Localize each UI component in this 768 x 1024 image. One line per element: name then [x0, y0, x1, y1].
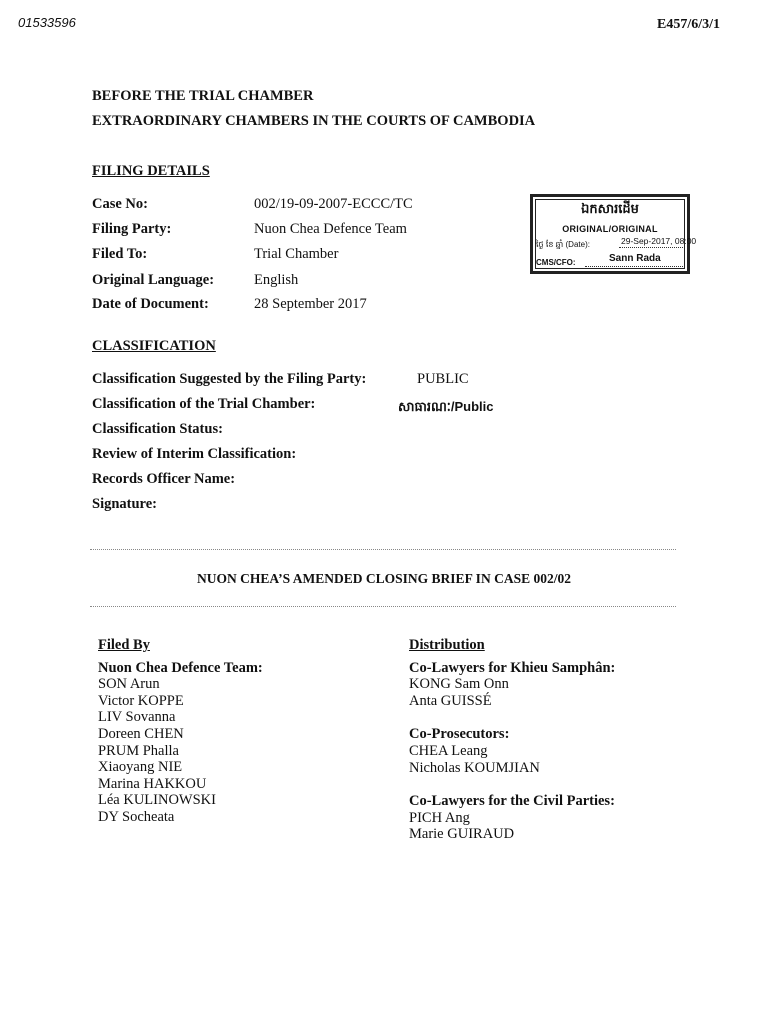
list-item: Doreen CHEN [98, 725, 184, 742]
list-item: PICH Ang [409, 809, 470, 826]
classification-suggested-value: PUBLIC [417, 371, 469, 387]
list-item: Nicholas KOUMJIAN [409, 759, 540, 776]
stamp-cms-dotted-line [585, 266, 683, 267]
case-no-value: 002/19-09-2007-ECCC/TC [254, 196, 413, 212]
classification-trial-chamber-value: សាធារណៈ/Public [398, 399, 494, 414]
date-of-document-label: Date of Document: [92, 296, 209, 312]
stamp-cms-label: CMS/CFO: [536, 258, 576, 267]
list-item: Marina HAKKOU [98, 775, 207, 792]
distribution-group-title: Co-Lawyers for the Civil Parties: [409, 793, 615, 810]
signature-label: Signature: [92, 496, 157, 512]
list-item: DY Socheata [98, 808, 175, 825]
original-language-value: English [254, 272, 299, 288]
records-officer-name-label: Records Officer Name: [92, 471, 236, 487]
original-language-label: Original Language: [92, 272, 215, 288]
document-number: 01533596 [18, 15, 76, 30]
list-item: LIV Sovanna [98, 709, 176, 726]
review-interim-classification-label: Review of Interim Classification: [92, 446, 297, 462]
list-item: Anta GUISSÉ [409, 692, 492, 709]
stamp-khmer-title: ឯកសារដើម [581, 201, 639, 216]
stamp-date-dotted-line [619, 247, 683, 248]
distribution-column [409, 637, 615, 843]
header-line-2: EXTRAORDINARY CHAMBERS IN THE COURTS OF CAMBODIA [92, 113, 536, 129]
title-top-divider [90, 549, 676, 550]
stamp-date-value: 29-Sep-2017, 08:00 [621, 236, 697, 246]
filed-to-label: Filed To: [92, 246, 148, 262]
filed-by-column [98, 637, 263, 826]
title-bottom-divider [90, 606, 676, 607]
document-reference: E457/6/3/1 [656, 17, 720, 32]
filed-by-heading: Filed By [98, 637, 150, 653]
classification-suggested-label: Classification Suggested by the Filing Party: [92, 371, 367, 387]
distribution-group-title: Co-Prosecutors: [409, 726, 510, 743]
stamp-original-label: ORIGINAL/ORIGINAL [562, 224, 658, 234]
case-no-label: Case No: [92, 196, 148, 212]
classification-status-label: Classification Status: [92, 421, 223, 437]
filing-details-heading: FILING DETAILS [92, 163, 210, 179]
classification-heading: CLASSIFICATION [92, 338, 216, 354]
list-item: Marie GUIRAUD [409, 826, 515, 843]
original-stamp [530, 194, 697, 274]
list-item: SON Arun [98, 676, 160, 693]
list-item: CHEA Leang [409, 742, 488, 759]
filed-to-value: Trial Chamber [254, 246, 339, 262]
document-title: NUON CHEA’S AMENDED CLOSING BRIEF IN CASE 002/02 [197, 571, 571, 586]
list-item: Victor KOPPE [98, 692, 184, 709]
list-item: Léa KULINOWSKI [98, 792, 216, 809]
list-item: KONG Sam Onn [409, 676, 509, 693]
header-line-1: BEFORE THE TRIAL CHAMBER [92, 88, 314, 104]
classification-trial-chamber-label: Classification of the Trial Chamber: [92, 396, 316, 412]
filing-party-value: Nuon Chea Defence Team [254, 221, 407, 237]
list-item: Xiaoyang NIE [98, 759, 183, 776]
list-item: PRUM Phalla [98, 742, 179, 759]
filing-party-label: Filing Party: [92, 221, 172, 237]
date-of-document-value: 28 September 2017 [254, 296, 367, 312]
distribution-group-title: Co-Lawyers for Khieu Samphân: [409, 659, 616, 676]
distribution-heading: Distribution [409, 637, 485, 653]
stamp-cms-value: Sann Rada [609, 253, 661, 264]
stamp-date-label: ថ្ងៃ ខែ ឆ្នាំ (Date): [536, 240, 590, 249]
filed-by-team: Nuon Chea Defence Team: [98, 659, 263, 676]
